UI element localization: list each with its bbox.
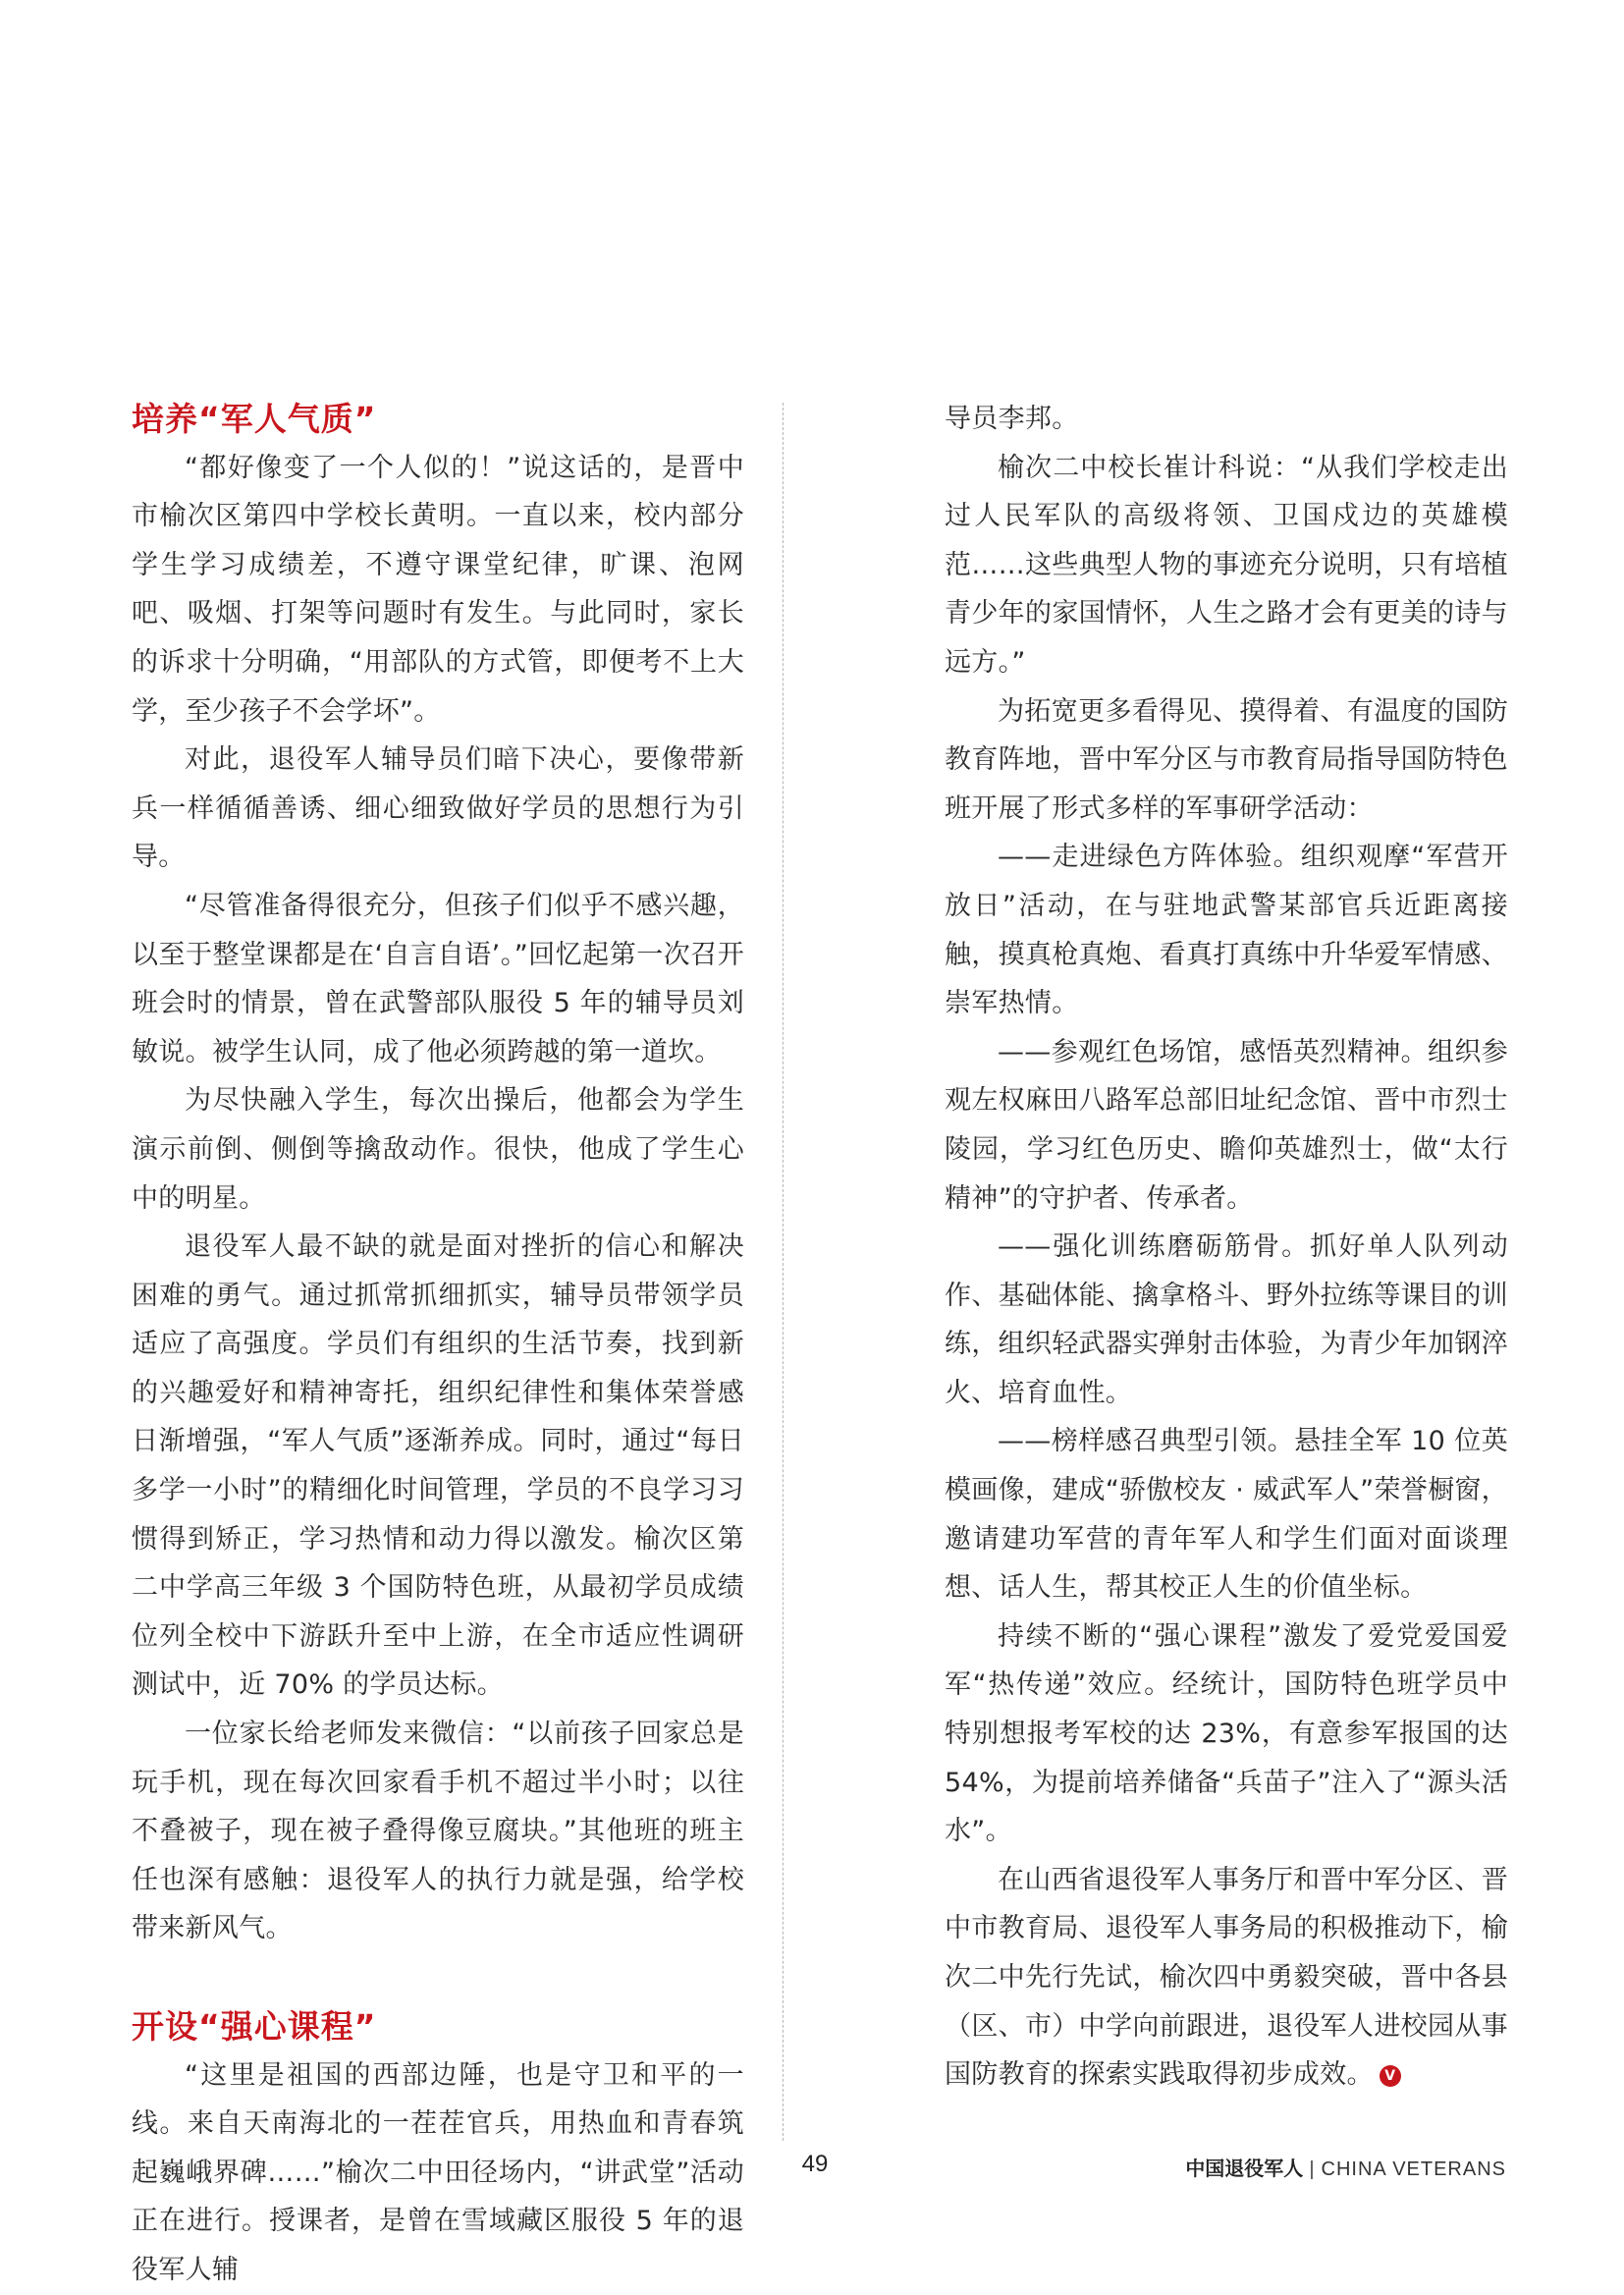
article-paragraph: “都好像变了一个人似的！”说这话的，是晋中市榆次区第四中学校长黄明。一直以来，校内部分学生学习成绩差，不遵守课堂纪律，旷课、泡网吧、吸烟、打架等问题时有发生。与此同时，家长的诉求十分明确，“用部队的方式管，即便考不上大学，至少孩子不会学坏”。	[132, 452, 744, 727]
page-number: 49	[801, 2151, 829, 2177]
article-paragraph: 持续不断的“强心课程”激发了爱党爱国爱军“热传递”效应。经统计，国防特色班学员中特别想报考军校的达 23%，有意参军报国的达 54%，为提前培养储备“兵苗子”注入了“源头活水”。	[945, 1620, 1508, 1847]
article-paragraph: 榆次二中校长崔计科说：“从我们学校走出过人民军队的高级将领、卫国戍边的英雄模范……这些典型人物的事迹充分说明，只有培植青少年的家国情怀，人生之路才会有更美的诗与远方。”	[945, 452, 1508, 678]
footer-separator: |	[1309, 2158, 1316, 2180]
article-paragraph: ——参观红色场馆，感悟英烈精神。组织参观左权麻田八路军总部旧址纪念馆、晋中市烈士陵园，学习红色历史、瞻仰英雄烈士，做“太行精神”的守护者、传承者。	[945, 1036, 1508, 1214]
left-column	[132, 395, 744, 2295]
article-paragraph: 退役军人最不缺的就是面对挫折的信心和解决困难的勇气。通过抓常抓细抓实，辅导员带领学员适应了高强度。学员们有组织的生活节奏，找到新的兴趣爱好和精神寄托，组织纪律性和集体荣誉感日渐增强，“军人气质”逐渐养成。同时，通过“每日多学一小时”的精细化时间管理，学员的不良学习习惯得到矫正，学习热情和动力得以激发。榆次区第二中学高三年级 3 个国防特色班，从最初学员成绩位列全校中下游跃升至中上游，在全市适应性调研测试中，近 70% 的学员达标。	[132, 1231, 744, 1701]
continued-text: 导员李邦。	[945, 404, 1079, 434]
article-paragraph: 为拓宽更多看得见、摸得着、有温度的国防教育阵地，晋中军分区与市教育局指导国防特色班开展了形式多样的军事研学活动：	[945, 695, 1508, 824]
magazine-footer	[1185, 2153, 1506, 2181]
article-paragraph: ——强化训练磨砺筋骨。抓好单人队列动作、基础体能、擒拿格斗、野外拉练等课目的训练，组织轻武器实弹射击体验，为青少年加钢淬火、培育血性。	[945, 1231, 1508, 1408]
article-paragraph: ——榜样感召典型引领。悬挂全军 10 位英模画像，建成“骄傲校友 · 威武军人”荣誉橱窗，邀请建功军营的青年军人和学生们面对面谈理想、话人生，帮其校正人生的价值坐标。	[945, 1426, 1508, 1604]
final-paragraph	[945, 1856, 1508, 2100]
right-column	[945, 395, 1508, 2100]
final-paragraph-text: 在山西省退役军人事务厅和晋中军分区、晋中市教育局、退役军人事务局的积极推动下，榆次二中先行先试，榆次四中勇毅突破，晋中各县（区、市）中学向前跟进，退役军人进校园从事国防教育的探索实践取得初步成效。	[945, 1864, 1508, 2091]
article-paragraph: 为尽快融入学生，每次出操后，他都会为学生演示前倒、侧倒等擒敌动作。很快，他成了学生心中的明星。	[132, 1085, 744, 1214]
article-paragraph: 一位家长给老师发来微信：“以前孩子回家总是玩手机，现在每次回家看手机不超过半小时；以往不叠被子，现在被子叠得像豆腐块。”其他班的班主任也深有感触：退役军人的执行力就是强，给学校带来新风气。	[132, 1719, 744, 1944]
article-paragraph: 对此，退役军人辅导员们暗下决心，要像带新兵一样循循善诱、细心细致做好学员的思想行为引导。	[132, 744, 744, 873]
section-heading-course: 开设“强心课程”	[132, 2007, 377, 2046]
magazine-name-en: CHINA VETERANS	[1321, 2158, 1506, 2180]
end-mark-icon: V	[1380, 2065, 1401, 2087]
article-paragraph: ——走进绿色方阵体验。组织观摩“军营开放日”活动，在与驻地武警某部官兵近距离接触，摸真枪真炮、看真打真练中升华爱军情感、崇军热情。	[945, 842, 1508, 1019]
magazine-name-cn: 中国退役军人	[1185, 2157, 1304, 2180]
column-divider	[783, 403, 784, 2141]
article-paragraph: “尽管准备得很充分，但孩子们似乎不感兴趣，以至于整堂课都是在‘自言自语’。”回忆起第一次召开班会时的情景，曾在武警部队服役 5 年的辅导员刘敏说。被学生认同，成了他必须跨越的第一道坎。	[132, 890, 744, 1067]
section-heading-cultivate: 培养“军人气质”	[132, 400, 377, 438]
article-paragraph: “这里是祖国的西部边陲，也是守卫和平的一线。来自天南海北的一茬茬官兵，用热血和青春筑起巍峨界碑……”榆次二中田径场内，“讲武堂”活动正在进行。授课者，是曾在雪域藏区服役 5 年的退役军人辅	[132, 2059, 744, 2285]
